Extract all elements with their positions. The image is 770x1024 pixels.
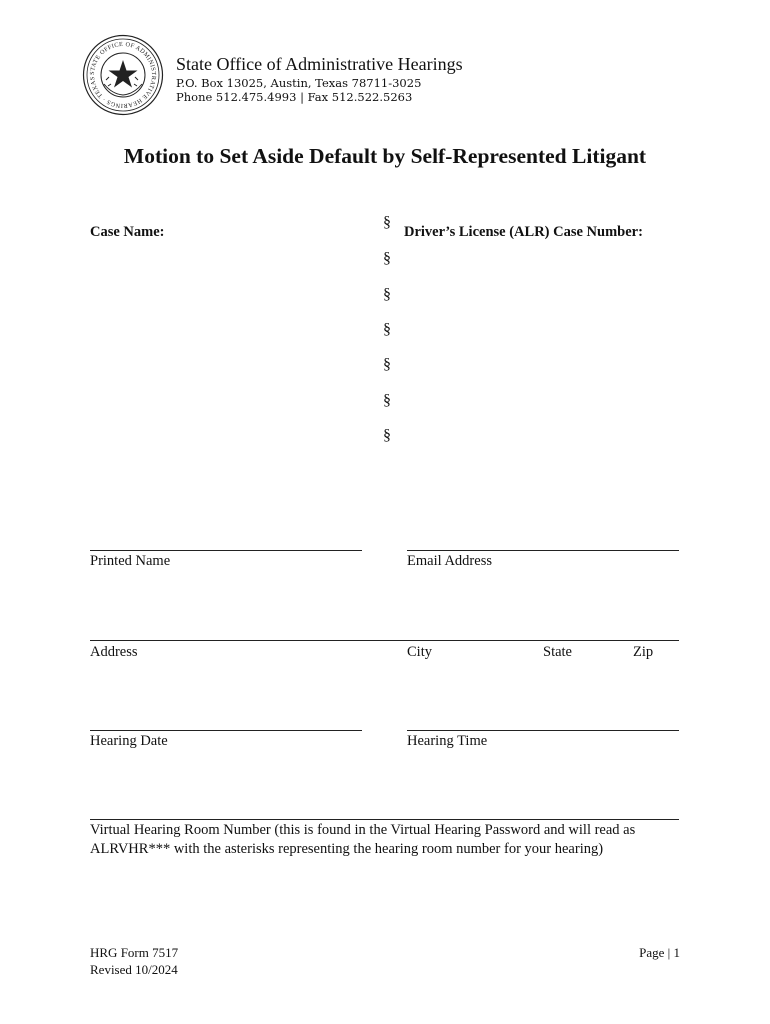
case-name-label: Case Name: bbox=[90, 224, 165, 240]
case-number-label: Driver’s License (ALR) Case Number: bbox=[404, 224, 643, 240]
section-symbol: § bbox=[383, 286, 391, 303]
section-symbol: § bbox=[383, 427, 391, 444]
org-contact: Phone 512.475.4993 | Fax 512.522.5263 bbox=[176, 90, 413, 104]
virtual-room-line[interactable] bbox=[90, 819, 679, 820]
city-label: City bbox=[407, 644, 432, 660]
section-symbol: § bbox=[383, 356, 391, 373]
hearing-time-label: Hearing Time bbox=[407, 733, 488, 749]
page-number: Page | 1 bbox=[639, 945, 680, 960]
email-label: Email Address bbox=[407, 553, 492, 569]
texas-seal-icon bbox=[82, 34, 164, 116]
address-label: Address bbox=[90, 644, 138, 660]
virtual-room-label-line1: Virtual Hearing Room Number (this is found in the Virtual Hearing Password and will read as bbox=[90, 822, 636, 838]
hearing-time-line[interactable] bbox=[407, 730, 679, 731]
section-symbol: § bbox=[383, 321, 391, 338]
state-label: State bbox=[543, 644, 572, 660]
virtual-room-label-line2: ALRVHR*** with the asterisks representing the hearing room number for your hearing) bbox=[90, 841, 604, 857]
printed-name-line[interactable] bbox=[90, 550, 362, 551]
hearing-date-label: Hearing Date bbox=[90, 733, 168, 749]
address-line[interactable] bbox=[90, 640, 679, 641]
hearing-date-line[interactable] bbox=[90, 730, 362, 731]
section-symbol: § bbox=[383, 214, 391, 231]
section-symbol: § bbox=[383, 250, 391, 267]
org-address: P.O. Box 13025, Austin, Texas 78711-3025 bbox=[176, 76, 422, 90]
zip-label: Zip bbox=[633, 644, 654, 660]
email-line[interactable] bbox=[407, 550, 679, 551]
form-number: HRG Form 7517 bbox=[90, 945, 179, 960]
page-title: Motion to Set Aside Default by Self-Represented Litigant bbox=[123, 144, 647, 168]
section-symbol: § bbox=[383, 392, 391, 409]
seal-text: STATE OFFICE OF ADMINISTRATIVE HEARINGS · TEXAS bbox=[88, 40, 158, 110]
org-name: State Office of Administrative Hearings bbox=[176, 54, 463, 74]
printed-name-label: Printed Name bbox=[90, 553, 171, 569]
revised-date: Revised 10/2024 bbox=[90, 962, 178, 977]
